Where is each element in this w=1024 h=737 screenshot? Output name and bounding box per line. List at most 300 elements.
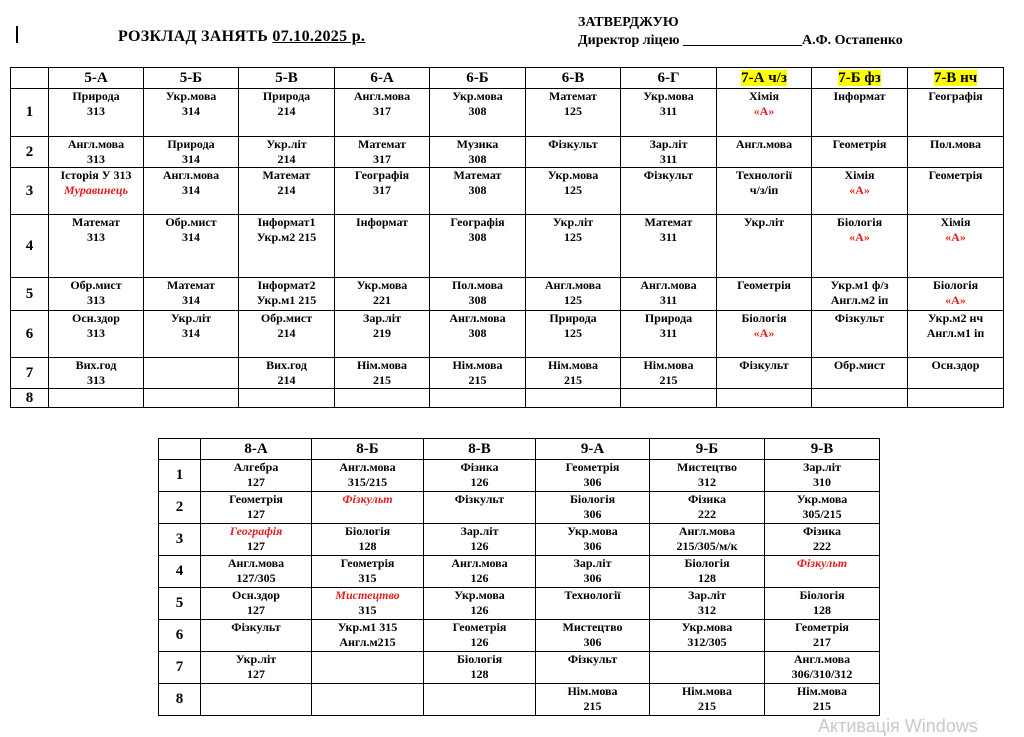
lesson-text: 215 <box>564 373 582 387</box>
lesson-text: Нім.мова <box>796 684 848 698</box>
lesson-text: Зар.літ <box>688 588 726 602</box>
lesson-text: Осн.здор <box>72 311 120 325</box>
lesson-text: Пол.мова <box>451 278 504 292</box>
class-column-header <box>424 439 536 460</box>
lesson-cell <box>650 524 765 556</box>
lesson-text: Укр.мова <box>454 588 505 602</box>
lesson-text: Історія У 313 <box>60 168 132 182</box>
director-line: Директор ліцею _________________А.Ф. Остапенко <box>578 33 903 48</box>
lesson-text: «А» <box>753 104 775 118</box>
lesson-cell <box>717 168 812 215</box>
lesson-text: Укр.м2 нч <box>927 311 984 325</box>
lesson-cell <box>335 278 430 311</box>
lesson-text: Укр.літ <box>743 215 785 229</box>
lesson-text: Математ <box>358 137 406 151</box>
lesson-cell <box>201 588 312 620</box>
lesson-text: 215 <box>373 373 391 387</box>
lesson-text: 127 <box>247 507 265 521</box>
lesson-cell <box>908 358 1004 389</box>
lesson-text: 311 <box>659 230 678 244</box>
lesson-cell <box>49 311 144 358</box>
lesson-text: 126 <box>470 635 489 649</box>
lesson-text: Укр.мова <box>452 89 503 103</box>
lesson-cell <box>717 358 812 389</box>
corner-cell <box>11 68 49 89</box>
lesson-cell <box>430 278 526 311</box>
lesson-text: 317 <box>373 104 391 118</box>
lesson-cell <box>239 168 335 215</box>
class-name: 6-Г <box>657 69 680 86</box>
lesson-text: Укр.мова <box>643 89 694 103</box>
lesson-text: 314 <box>182 326 200 340</box>
lesson-row <box>11 358 1004 389</box>
lesson-number: 4 <box>159 556 201 588</box>
class-name: 5-А <box>84 69 108 86</box>
lesson-row <box>159 492 880 524</box>
lesson-text: Географія <box>450 215 505 229</box>
lesson-number: 1 <box>159 460 201 492</box>
lesson-text: Нім.мова <box>681 684 733 698</box>
lesson-cell <box>201 620 312 652</box>
lesson-cell <box>201 524 312 556</box>
lesson-text: Укр.м1 315 <box>337 620 398 634</box>
lesson-text: 311 <box>659 104 678 118</box>
lesson-text: Укр.мова <box>567 524 618 538</box>
lesson-cell <box>424 684 536 716</box>
lesson-cell <box>812 168 908 215</box>
lesson-text: 127 <box>247 603 265 617</box>
title-date: 07.10.2025 р. <box>272 28 366 45</box>
lesson-text: 125 <box>564 183 582 197</box>
lesson-text: Осн.здор <box>931 358 980 372</box>
lesson-cell <box>908 215 1004 278</box>
lesson-text: Укр.м1 215 <box>256 293 317 307</box>
class-column-header <box>312 439 424 460</box>
lesson-cell <box>526 89 621 137</box>
lesson-cell <box>312 620 424 652</box>
lesson-row <box>159 652 880 684</box>
lesson-text: 306/310/312 <box>791 667 853 681</box>
lesson-text: Фізкульт <box>643 168 694 182</box>
lesson-cell <box>765 492 880 524</box>
lesson-text: 126 <box>470 571 489 585</box>
lesson-text: 125 <box>564 326 582 340</box>
lesson-text: 308 <box>468 230 487 244</box>
lesson-cell <box>201 684 312 716</box>
lesson-number: 7 <box>159 652 201 684</box>
approval-block <box>578 14 903 50</box>
lesson-cell <box>430 311 526 358</box>
lesson-cell <box>526 137 621 168</box>
title-prefix: РОЗКЛАД ЗАНЯТЬ <box>118 28 273 45</box>
lesson-cell <box>812 137 908 168</box>
lesson-text: Обр.мист <box>260 311 313 325</box>
lesson-text: 317 <box>373 183 391 197</box>
lesson-cell <box>424 460 536 492</box>
lesson-text: Англ.мова <box>227 556 285 570</box>
lesson-number: 2 <box>159 492 201 524</box>
lesson-text: 305/215 <box>802 507 842 521</box>
lesson-text: 128 <box>698 571 716 585</box>
lesson-number: 3 <box>159 524 201 556</box>
lesson-text: 127 <box>247 667 265 681</box>
lesson-text: Математ <box>72 215 120 229</box>
lesson-text: 306 <box>583 635 602 649</box>
lesson-cell <box>424 652 536 684</box>
lesson-cell <box>144 358 239 389</box>
windows-activation-watermark: Активація Windows <box>818 716 978 736</box>
lesson-text: «А» <box>849 183 870 197</box>
lesson-text: Алгебра <box>233 460 279 474</box>
lesson-cell <box>144 137 239 168</box>
lesson-row <box>159 620 880 652</box>
lesson-cell <box>717 389 812 408</box>
lesson-cell <box>621 278 717 311</box>
lesson-text: 310 <box>813 475 831 489</box>
lesson-text: 215/305/м/к <box>676 539 738 553</box>
lesson-cell <box>650 620 765 652</box>
lesson-cell <box>526 311 621 358</box>
text-cursor <box>16 26 18 43</box>
lesson-text: Вих.год <box>75 358 117 372</box>
lesson-cell <box>765 588 880 620</box>
lesson-text: «А» <box>945 293 966 307</box>
lesson-number: 6 <box>11 311 49 358</box>
lesson-cell <box>424 524 536 556</box>
lesson-text: Природа <box>549 311 597 325</box>
lesson-text: Нім.мова <box>356 358 408 372</box>
schedule-table-grades-5-7 <box>10 67 1004 408</box>
lesson-text: Зар.літ <box>460 524 499 538</box>
lesson-text: Укр.мова <box>165 89 217 103</box>
lesson-text: Англ.мова <box>353 89 411 103</box>
lesson-cell <box>424 556 536 588</box>
lesson-text: 126 <box>470 539 489 553</box>
lesson-cell <box>908 278 1004 311</box>
lesson-text: Фізкульт <box>342 492 393 506</box>
lesson-text: 306 <box>583 507 602 521</box>
lesson-text: 314 <box>182 104 200 118</box>
lesson-cell <box>717 278 812 311</box>
lesson-text: Географія <box>928 89 983 103</box>
lesson-text: Біологія <box>799 588 845 602</box>
lesson-text: 214 <box>277 104 296 118</box>
lesson-text: Фізкульт <box>796 556 848 570</box>
lesson-text: 217 <box>813 635 831 649</box>
lesson-text: 306 <box>583 571 602 585</box>
lesson-text: Зар.літ <box>573 556 612 570</box>
lesson-row <box>11 168 1004 215</box>
lesson-text: Укр.літ <box>170 311 212 325</box>
lesson-cell <box>239 311 335 358</box>
lesson-text: Англ.мова <box>678 524 736 538</box>
class-name: 7-В нч <box>933 69 978 86</box>
lesson-text: 313 <box>87 104 105 118</box>
lesson-cell <box>312 524 424 556</box>
lesson-cell <box>908 389 1004 408</box>
lesson-cell <box>536 588 650 620</box>
class-column-header <box>335 68 430 89</box>
lesson-text: Інформат <box>833 89 886 103</box>
class-column-header <box>765 439 880 460</box>
lesson-text: «А» <box>849 230 870 244</box>
lesson-cell <box>536 460 650 492</box>
lesson-cell <box>526 168 621 215</box>
lesson-number: 6 <box>159 620 201 652</box>
lesson-cell <box>430 389 526 408</box>
lesson-cell <box>201 460 312 492</box>
lesson-cell <box>239 389 335 408</box>
lesson-cell <box>650 460 765 492</box>
lesson-text: «А» <box>753 326 775 340</box>
lesson-cell <box>908 137 1004 168</box>
lesson-cell <box>335 358 430 389</box>
lesson-text: 315 <box>358 603 377 617</box>
lesson-text: 128 <box>813 603 831 617</box>
lesson-text: Географія <box>229 524 283 538</box>
lesson-text: 126 <box>470 475 489 489</box>
lesson-text: Укр.м1 ф/з <box>830 278 889 292</box>
lesson-text: 313 <box>87 230 105 244</box>
lesson-text: 311 <box>659 152 678 166</box>
lesson-cell <box>335 89 430 137</box>
lesson-row <box>159 556 880 588</box>
lesson-text: 315/215 <box>347 475 388 489</box>
lesson-cell <box>621 137 717 168</box>
lesson-text: 125 <box>564 230 582 244</box>
lesson-text: Геометрія <box>737 278 791 292</box>
lesson-text: Технології <box>564 588 621 602</box>
lesson-cell <box>812 358 908 389</box>
lesson-text: Природа <box>262 89 311 103</box>
lesson-cell <box>621 89 717 137</box>
lesson-cell <box>312 460 424 492</box>
lesson-cell <box>765 524 880 556</box>
lesson-text: Математ <box>549 89 597 103</box>
lesson-cell <box>765 652 880 684</box>
lesson-text: Англ.мова <box>162 168 220 182</box>
lesson-text: Хімія <box>844 168 875 182</box>
lesson-text: Зар.літ <box>363 311 401 325</box>
lesson-cell <box>430 215 526 278</box>
lesson-row <box>159 524 880 556</box>
lesson-text: 308 <box>468 293 487 307</box>
lesson-text: 308 <box>468 152 487 166</box>
lesson-text: Англ.мова <box>640 278 697 292</box>
lesson-row <box>159 460 880 492</box>
lesson-cell <box>621 389 717 408</box>
lesson-text: 313 <box>87 373 105 387</box>
class-column-header <box>144 68 239 89</box>
lesson-text: 308 <box>468 326 487 340</box>
lesson-cell <box>765 684 880 716</box>
lesson-text: 128 <box>470 667 489 681</box>
lesson-text: 219 <box>373 326 391 340</box>
lesson-text: 127/305 <box>236 571 276 585</box>
lesson-text: 315 <box>358 571 377 585</box>
lesson-row <box>159 588 880 620</box>
lesson-text: Англ.м1 іп <box>926 326 985 340</box>
lesson-text: 215 <box>583 699 602 713</box>
lesson-text: Пол.мова <box>929 137 982 151</box>
lesson-text: Нім.мова <box>452 358 503 372</box>
lesson-cell <box>650 588 765 620</box>
lesson-cell <box>335 168 430 215</box>
class-column-header <box>621 68 717 89</box>
lesson-text: 306 <box>583 539 602 553</box>
lesson-number: 8 <box>159 684 201 716</box>
lesson-cell <box>430 137 526 168</box>
lesson-text: Математ <box>262 168 311 182</box>
lesson-text: 128 <box>358 539 377 553</box>
lesson-cell <box>239 215 335 278</box>
lesson-text: 312 <box>698 475 716 489</box>
lesson-cell <box>765 460 880 492</box>
lesson-cell <box>144 389 239 408</box>
class-name: 5-В <box>275 69 298 86</box>
lesson-text: Англ.мова <box>339 460 396 474</box>
lesson-cell <box>717 89 812 137</box>
lesson-text: 317 <box>373 152 391 166</box>
lesson-text: Фізкульт <box>548 137 598 151</box>
class-column-header <box>201 439 312 460</box>
lesson-cell <box>430 89 526 137</box>
lesson-text: Англ.мова <box>451 556 508 570</box>
lesson-text: 314 <box>182 152 200 166</box>
lesson-row <box>11 137 1004 168</box>
lesson-cell <box>144 311 239 358</box>
lesson-text: Біологія <box>932 278 979 292</box>
lesson-row <box>11 278 1004 311</box>
approve-heading: ЗАТВЕРДЖУЮ <box>578 15 679 30</box>
class-name: 9-А <box>580 440 605 457</box>
lesson-text: Муравинець <box>63 183 129 197</box>
lesson-text: Математ <box>644 215 693 229</box>
lesson-text: Природа <box>644 311 693 325</box>
lesson-text: Обр.мист <box>70 278 122 292</box>
class-column-header <box>717 68 812 89</box>
lesson-text: Геометрія <box>452 620 507 634</box>
lesson-cell <box>201 492 312 524</box>
lesson-text: 311 <box>659 326 678 340</box>
lesson-text: Англ.мова <box>67 137 125 151</box>
lesson-text: 314 <box>182 293 200 307</box>
lesson-cell <box>717 137 812 168</box>
lesson-text: 222 <box>813 539 831 553</box>
lesson-cell <box>621 168 717 215</box>
lesson-text: Нім.мова <box>567 684 618 698</box>
lesson-cell <box>312 588 424 620</box>
lesson-cell <box>812 215 908 278</box>
class-name: 9-В <box>810 440 834 457</box>
lesson-text: Укр.мова <box>547 168 599 182</box>
lesson-row <box>11 389 1004 408</box>
lesson-cell <box>239 137 335 168</box>
lesson-cell <box>765 556 880 588</box>
class-name: 7-Б фз <box>838 69 881 86</box>
lesson-text: Фізкульт <box>834 311 885 325</box>
lesson-text: Мистецтво <box>562 620 623 634</box>
lesson-cell <box>312 684 424 716</box>
lesson-text: 125 <box>564 293 582 307</box>
class-column-header <box>430 68 526 89</box>
lesson-cell <box>430 358 526 389</box>
lesson-cell <box>49 358 144 389</box>
lesson-text: 313 <box>87 152 105 166</box>
lesson-cell <box>201 652 312 684</box>
lesson-cell <box>812 278 908 311</box>
lesson-text: Географія <box>354 168 410 182</box>
lesson-row <box>11 311 1004 358</box>
lesson-cell <box>812 89 908 137</box>
lesson-cell <box>621 311 717 358</box>
class-name: 8-В <box>468 440 491 457</box>
lesson-text: Нім.мова <box>643 358 694 372</box>
lesson-cell <box>424 492 536 524</box>
lesson-cell <box>812 389 908 408</box>
lesson-cell <box>536 524 650 556</box>
lesson-text: Зар.літ <box>649 137 688 151</box>
lesson-cell <box>536 684 650 716</box>
lesson-cell <box>526 358 621 389</box>
lesson-text: ч/з/іп <box>749 183 779 197</box>
class-column-header <box>49 68 144 89</box>
lesson-text: Фізкульт <box>567 652 618 666</box>
class-name: 9-Б <box>695 440 719 457</box>
lesson-number: 5 <box>159 588 201 620</box>
lesson-cell <box>144 168 239 215</box>
lesson-text: Обр.мист <box>833 358 886 372</box>
lesson-text: Геометрія <box>229 492 283 506</box>
lesson-cell <box>717 215 812 278</box>
lesson-cell <box>49 278 144 311</box>
lesson-text: 215 <box>659 373 678 387</box>
lesson-cell <box>335 389 430 408</box>
lesson-text: Укр.мова <box>356 278 408 292</box>
lesson-text: Нім.мова <box>547 358 599 372</box>
lesson-text: Хімія <box>749 89 779 103</box>
lesson-cell <box>650 652 765 684</box>
lesson-text: Геометрія <box>832 137 887 151</box>
class-column-header <box>812 68 908 89</box>
lesson-text: Вих.год <box>266 358 307 372</box>
lesson-text: Технології <box>735 168 793 182</box>
lesson-cell <box>536 620 650 652</box>
page-title <box>118 28 365 46</box>
lesson-text: Математ <box>167 278 215 292</box>
lesson-row <box>11 215 1004 278</box>
class-column-header <box>536 439 650 460</box>
lesson-number: 4 <box>11 215 49 278</box>
lesson-cell <box>239 358 335 389</box>
lesson-text: Укр.літ <box>266 137 307 151</box>
lesson-cell <box>424 620 536 652</box>
lesson-text: Укр.літ <box>235 652 277 666</box>
lesson-text: 314 <box>182 230 200 244</box>
lesson-cell <box>239 89 335 137</box>
lesson-number: 3 <box>11 168 49 215</box>
lesson-text: Біологія <box>684 556 730 570</box>
lesson-text: 214 <box>277 326 296 340</box>
class-column-header <box>526 68 621 89</box>
lesson-cell <box>144 215 239 278</box>
lesson-cell <box>49 168 144 215</box>
lesson-text: Англ.мова <box>735 137 793 151</box>
lesson-text: 222 <box>698 507 716 521</box>
lesson-text: Біологія <box>344 524 391 538</box>
lesson-text: 314 <box>182 183 200 197</box>
lesson-text: Біологія <box>741 311 787 325</box>
